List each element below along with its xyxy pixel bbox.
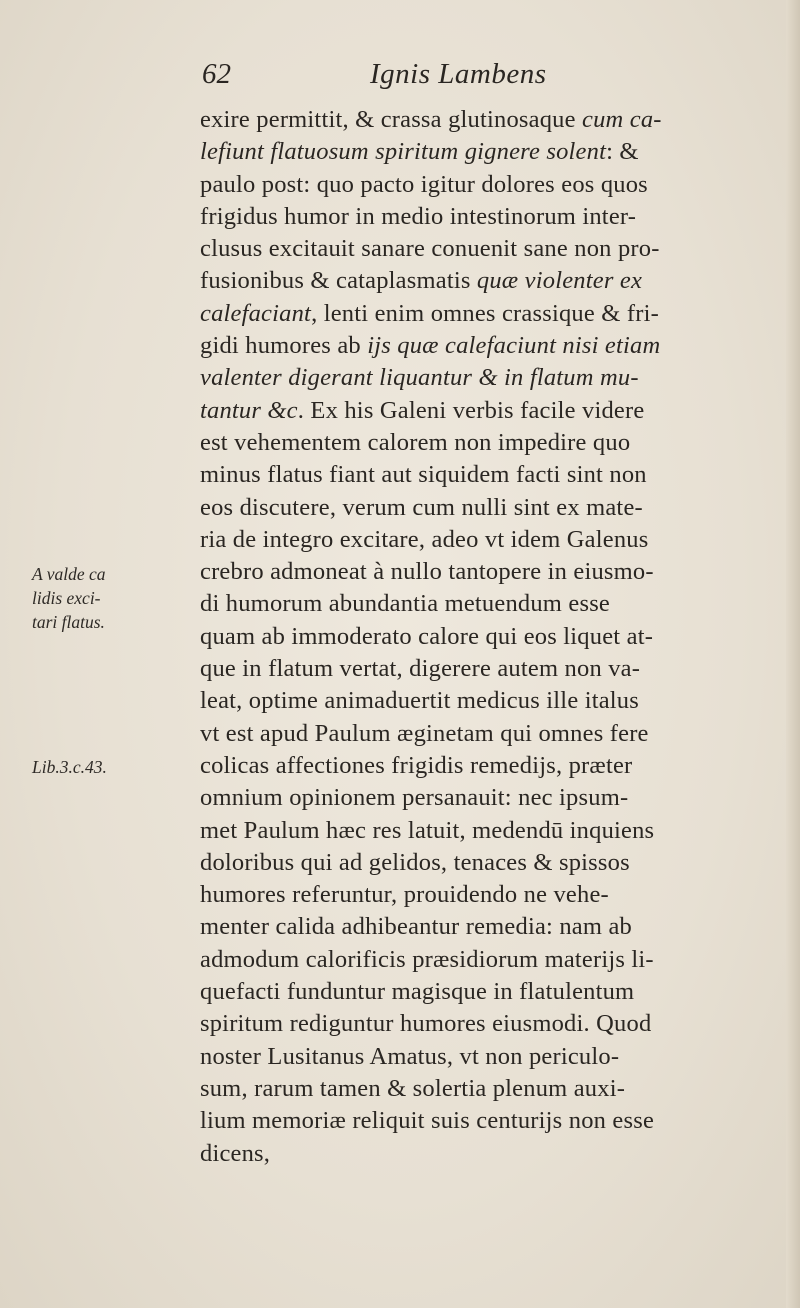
margin-note-line: Lib.3.c.43. — [32, 757, 107, 777]
text-run: . Ex his Galeni verbis facile videre — [297, 396, 645, 424]
text-line — [200, 459, 790, 491]
text-line — [200, 653, 790, 685]
text-line — [200, 911, 790, 943]
italic-text-run: quæ violenter ex — [476, 267, 643, 295]
text-line — [200, 265, 790, 297]
text-run: : & — [606, 138, 639, 166]
text-run: di humorum abundantia metuendum esse — [200, 590, 611, 618]
text-run: sum, rarum tamen & solertia plenum auxi- — [200, 1074, 626, 1102]
text-run: spiritum rediguntur humores eiusmodi. Quod — [200, 1010, 652, 1038]
text-line — [200, 427, 790, 459]
text-run: fusionibus & cataplasmatis — [200, 267, 477, 295]
text-run: clusus excitauit sanare conuenit sane non pro- — [200, 235, 660, 263]
text-line — [200, 815, 790, 847]
italic-text-run: calefaciant — [200, 299, 312, 327]
text-run: lium memoriæ reliquit suis centurijs non esse — [200, 1107, 655, 1135]
text-line — [200, 944, 790, 976]
text-line — [200, 492, 790, 524]
text-line — [200, 136, 790, 168]
text-line — [200, 1073, 790, 1105]
text-run: exire permittit, & crassa glutinosaque — [200, 106, 582, 133]
italic-text-run: tantur &c — [200, 396, 298, 424]
margin-note-line: tari flatus. — [32, 612, 105, 632]
text-run: doloribus qui ad gelidos, tenaces & spissos — [200, 848, 630, 876]
italic-text-run: lefiunt flatuosum spiritum gignere solent — [200, 138, 607, 166]
text-line — [200, 782, 790, 814]
text-line — [200, 201, 790, 233]
text-run: frigidus humor in medio intestinorum inter- — [200, 202, 637, 230]
text-run: minus flatus fiant aut siquidem facti sint non — [200, 461, 647, 489]
text-line — [200, 847, 790, 879]
text-run: vt est apud Paulum æginetam qui omnes fere — [200, 719, 649, 747]
text-run: omnium opinionem persanauit: nec ipsum- — [200, 784, 629, 812]
text-line — [200, 1138, 790, 1170]
text-line — [200, 1008, 790, 1040]
text-run: colicas affectiones frigidis remedijs, præter — [200, 751, 633, 779]
text-run: noster Lusitanus Amatus, vt non periculo- — [200, 1042, 620, 1070]
text-run: est vehementem calorem non impedire quo — [200, 428, 631, 456]
text-line — [200, 104, 790, 136]
running-head — [0, 58, 800, 98]
body-text — [200, 104, 790, 1170]
text-run: gidi humores ab — [200, 332, 368, 360]
text-run: menter calida adhibeantur remedia: nam ab — [200, 913, 632, 941]
text-run: humores referuntur, prouidendo ne vehe- — [200, 881, 609, 909]
text-run: quam ab immoderato calore qui eos liquet at- — [200, 622, 654, 650]
text-run: met Paulum hæc res latuit, medendū inquiens — [200, 816, 655, 844]
text-line — [200, 976, 790, 1008]
text-line — [200, 588, 790, 620]
text-run: quefacti funduntur magisque in flatulentum — [200, 978, 635, 1006]
margin-note-valde — [32, 562, 187, 634]
text-run: paulo post: quo pacto igitur dolores eos quos — [200, 170, 648, 198]
italic-text-run: cum ca- — [582, 106, 662, 133]
text-run: , lenti enim omnes crassique & fri- — [311, 299, 659, 327]
text-line — [200, 556, 790, 588]
margin-note-line: A valde ca — [32, 564, 106, 584]
margin-note-reference — [32, 755, 187, 779]
text-line — [200, 330, 790, 362]
text-run: ria de integro excitare, adeo vt idem Galenus — [200, 525, 649, 553]
text-line — [200, 169, 790, 201]
text-line — [200, 750, 790, 782]
margin-note-line: lidis exci- — [32, 588, 101, 608]
text-line — [200, 362, 790, 394]
text-line — [200, 1105, 790, 1137]
text-line — [200, 879, 790, 911]
text-line — [200, 233, 790, 265]
text-line — [200, 524, 790, 556]
text-line — [200, 298, 790, 330]
text-line — [200, 621, 790, 653]
italic-text-run: ijs quæ calefaciunt nisi etiam — [367, 332, 661, 360]
italic-text-run: valenter digerant liquantur & in flatum mu- — [200, 364, 639, 392]
text-run: que in flatum vertat, digerere autem non va- — [200, 655, 641, 683]
text-run: leat, optime animaduertit medicus ille italus — [200, 687, 639, 715]
text-line — [200, 1041, 790, 1073]
text-line — [200, 718, 790, 750]
text-run: crebro admoneat à nullo tantopere in eiusmo- — [200, 558, 654, 586]
text-line — [200, 395, 790, 427]
page-number: 62 — [202, 58, 231, 90]
text-run: dicens, — [200, 1139, 271, 1167]
text-line — [200, 685, 790, 717]
text-run: admodum calorificis præsidiorum materijs li- — [200, 945, 654, 973]
text-run: eos discutere, verum cum nulli sint ex mate- — [200, 493, 643, 521]
running-title: Ignis Lambens — [370, 58, 547, 90]
